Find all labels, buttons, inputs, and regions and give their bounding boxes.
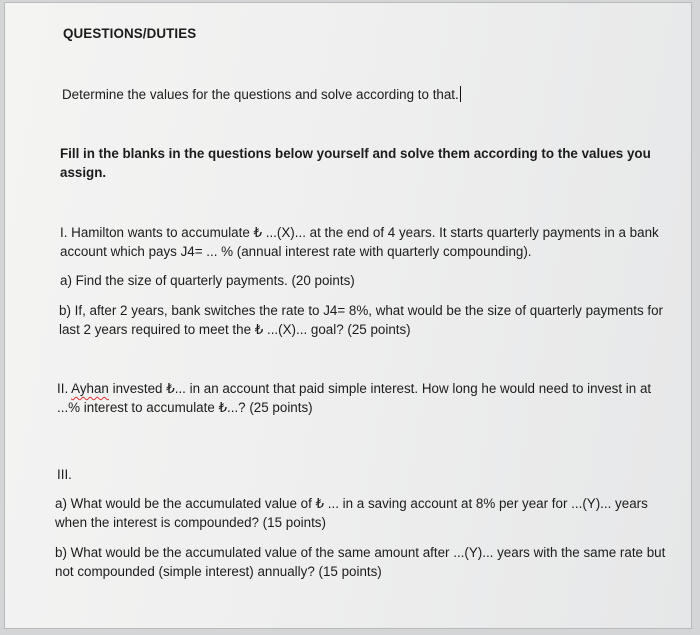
document-page xyxy=(4,2,692,629)
question-3-part-a: a) What would be the accumulated value of ₺ ... in a saving account at 8% per year for ...(Y)... years when the interest is compounded? (15 points) xyxy=(55,496,648,530)
question-2-text: invested ₺... in an account that paid simple interest. How long he would need to invest in at ...% interest to accumulate ₺...? (25 points) xyxy=(57,381,652,415)
fill-instruction: Fill in the blanks in the questions below yourself and solve them according to the values you assign. xyxy=(60,146,651,180)
text-cursor xyxy=(460,86,461,102)
question-3-label: III. xyxy=(57,467,72,482)
question-2 xyxy=(57,379,672,417)
page-heading: QUESTIONS/DUTIES xyxy=(63,26,197,41)
intro-sentence: Determine the values for the questions and solve according to that. xyxy=(62,87,459,102)
question-1-part-b: b) If, after 2 years, bank switches the rate to J4= 8%, what would be the size of quarterly payments for last 2 years required to meet the ₺ ...(X)... goal? (25 points) xyxy=(59,303,663,337)
question-1-part-a: a) Find the size of quarterly payments. (20 points) xyxy=(60,273,355,288)
question-1: I. Hamilton wants to accumulate ₺ ...(X)... at the end of 4 years. It starts quarterly payments in a bank account which pays J4= ... % (annual interest rate with quarterly compounding). xyxy=(60,225,659,259)
intro-text xyxy=(62,85,672,104)
question-3-part-b: b) What would be the accumulated value of the same amount after ...(Y)... years with the same rate but not compounded (simple interest) annually? (15 points) xyxy=(55,545,666,579)
question-2-prefix: II. xyxy=(57,381,72,396)
question-2-name: Ayhan xyxy=(71,381,109,396)
